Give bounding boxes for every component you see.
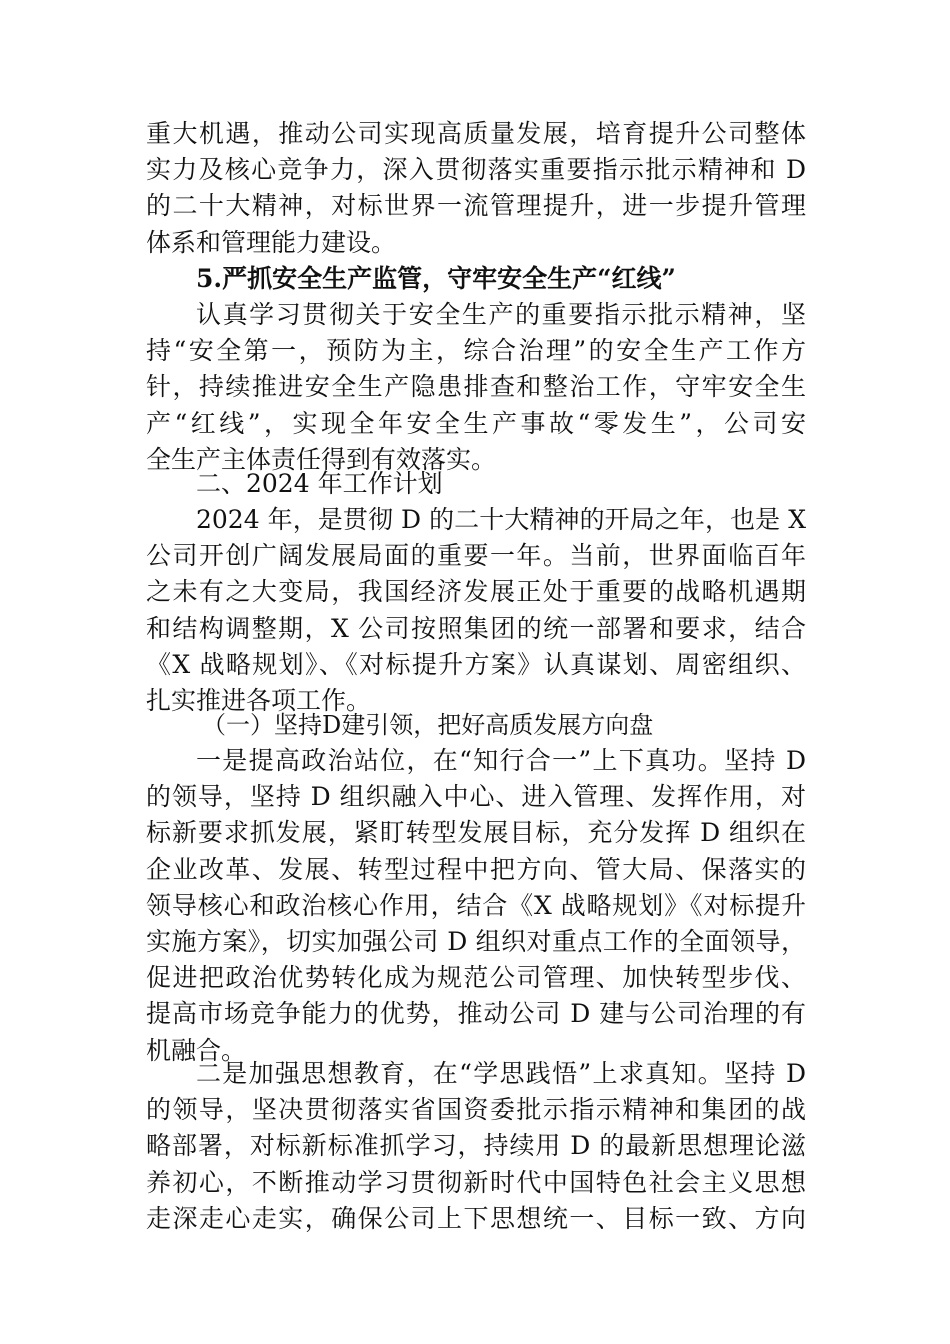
text-line: 的领导，坚决贯彻落实省国资委批示指示精神和集团的战 [146, 1095, 806, 1125]
paragraph-safety [146, 297, 806, 478]
heading-line: 二、2024 年工作计划 [196, 469, 443, 498]
text-line: 企业改革、发展、转型过程中把方向、管大局、保落实的 [146, 854, 806, 884]
text-line: 认真学习贯彻关于安全生产的重要指示批示精神，坚 [196, 300, 806, 329]
text-line: 2024 年，是贯彻 D 的二十大精神的开局之年，也是 X [196, 505, 806, 534]
text-line: 全生产主体责任得到有效落实。 [146, 444, 497, 474]
text-line: 走深走心走实，确保公司上下思想统一、目标一致、方向 [146, 1203, 806, 1233]
text-line: 领导核心和政治核心作用，结合《X 战略规划》《对标提升 [146, 890, 806, 920]
text-line: 之未有之大变局，我国经济发展正处于重要的战略机遇期 [146, 577, 806, 607]
text-line: 实施方案》，切实加强公司 D 组织对重点工作的全面领导， [146, 926, 806, 956]
text-line: 机融合。 [146, 1035, 247, 1065]
paragraph-political [146, 743, 806, 1069]
text-line: 扎实推进各项工作。 [146, 685, 372, 715]
text-line: 一是提高政治站位，在“知行合一”上下真功。坚持 D [196, 746, 806, 775]
text-line: 提高市场竞争能力的优势，推动公司 D 建与公司治理的有 [146, 999, 806, 1029]
text-line: 的领导，坚持 D 组织融入中心、进入管理、发挥作用，对 [146, 782, 806, 812]
heading-safety [146, 261, 806, 297]
text-line: 产“红线”，实现全年安全生产事故“零发生”，公司安 [146, 408, 806, 438]
text-line: 体系和管理能力建设。 [146, 227, 397, 257]
text-line: 促进把政治优势转化成为规范公司管理、加快转型步伐、 [146, 963, 806, 993]
text-line: 实力及核心竞争力，深入贯彻落实重要指示批示精神和 D [146, 155, 806, 185]
text-line: 二是加强思想教育，在“学思践悟”上求真知。坚持 D [196, 1059, 806, 1088]
heading-line: 5.严抓安全生产监管，守牢安全生产“红线” [196, 264, 676, 293]
paragraph-2024 [146, 502, 806, 719]
text-line: 公司开创广阔发展局面的重要一年。当前，世界面临百年 [146, 541, 806, 571]
text-line: 持“安全第一，预防为主，综合治理”的安全生产工作方 [146, 336, 806, 366]
text-line: 标新要求抓发展，紧盯转型发展目标，充分发挥 D 组织在 [146, 818, 806, 848]
heading-line: （一）坚持D建引领，把好高质发展方向盘 [202, 711, 654, 739]
text-line: 和结构调整期，X 公司按照集团的统一部署和要求，结合 [146, 613, 806, 643]
heading-2024-plan [146, 466, 806, 502]
text-line: 针，持续推进安全生产隐患排查和整治工作，守牢安全生 [146, 372, 806, 402]
text-line: 略部署，对标新标准抓学习，持续用 D 的最新思想理论滋 [146, 1131, 806, 1161]
text-line: 养初心，不断推动学习贯彻新时代中国特色社会主义思想 [146, 1167, 806, 1197]
text-line: 重大机遇，推动公司实现高质量发展，培育提升公司整体 [146, 119, 806, 148]
paragraph-education [146, 1056, 806, 1237]
heading-section-1 [146, 707, 806, 743]
text-line: 《X 战略规划》、《对标提升方案》认真谋划、周密组织、 [146, 649, 806, 679]
text-line: 的二十大精神，对标世界一流管理提升，进一步提升管理 [146, 191, 806, 221]
paragraph-continuation [146, 116, 806, 261]
